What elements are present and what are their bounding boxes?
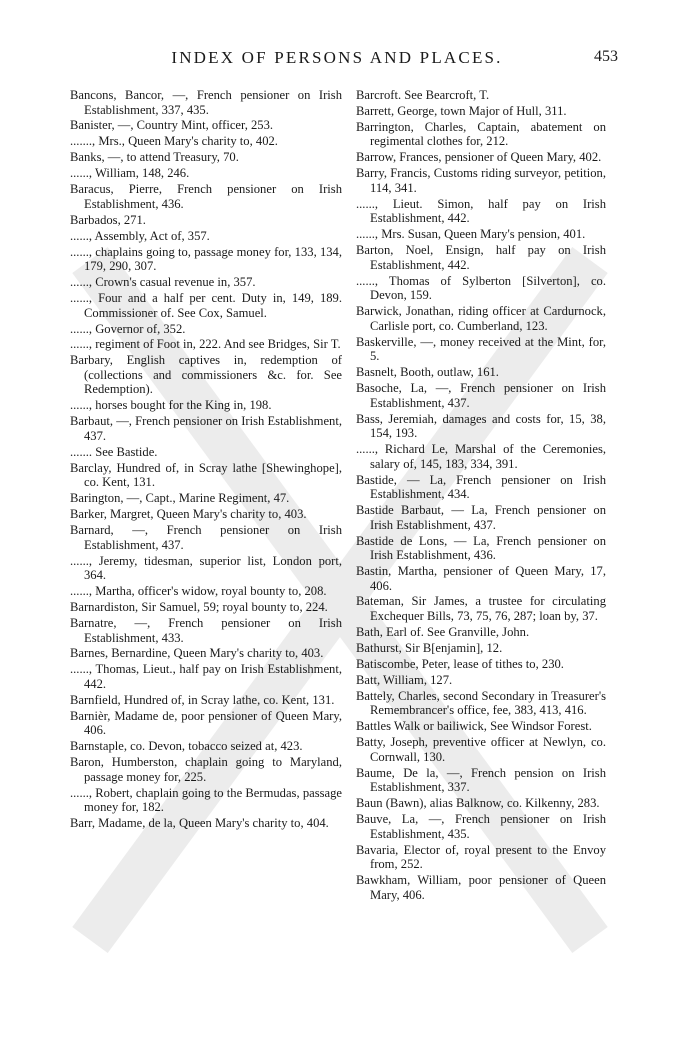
index-entry: ......, chaplains going to, passage money for, 133, 134, 179, 290, 307. <box>70 244 342 274</box>
index-entry: Barington, —, Capt., Marine Regiment, 47. <box>70 491 290 506</box>
index-entry: ......, Four and a half per cent. Duty in, 149, 189. Commissioner of. See Cox, Samuel. <box>70 291 342 320</box>
index-entry: Bastin, Martha, pensioner of Queen Mary, 17, 406. <box>356 563 606 593</box>
index-entry: Batiscombe, Peter, lease of tithes to, 230. <box>356 656 564 671</box>
index-entry: Bancons, Bancor, —, French pensioner on Irish Establishment, 337, 435. <box>70 88 342 117</box>
index-entry: ......, Assembly, Act of, 357. <box>70 228 210 243</box>
index-entry: ......, Thomas of Sylberton [Silverton], co. Devon, 159. <box>356 273 606 303</box>
index-entry: ......, Lieut. Simon, half pay on Irish Establishment, 442. <box>356 196 606 226</box>
index-entry: Barrington, Charles, Captain, abatement on regimental clothes for, 212. <box>356 119 606 149</box>
index-entry: Barker, Margret, Queen Mary's charity to, 403. <box>70 507 307 522</box>
index-entry: Barwick, Jonathan, riding officer at Cardurnock, Carlisle port, co. Cumberland, 123. <box>356 304 606 333</box>
index-entry: Basnelt, Booth, outlaw, 161. <box>356 365 499 380</box>
index-entry: Banister, —, Country Mint, officer, 253. <box>70 118 274 133</box>
index-entry: Barclay, Hundred of, in Scray lathe [Shewinghope], co. Kent, 131. <box>70 460 342 490</box>
index-entry: Banks, —, to attend Treasury, 70. <box>70 150 239 165</box>
index-entry: ......, Crown's casual revenue in, 357. <box>70 275 256 290</box>
index-column-right <box>356 88 606 903</box>
index-entry: Barnatre, —, French pensioner on Irish Establishment, 433. <box>70 615 342 645</box>
index-entry: Barnardiston, Sir Samuel, 59; royal bounty to, 224. <box>70 600 328 615</box>
index-entry: Battely, Charles, second Secondary in Treasurer's Remembrancer's office, fee, 383, 413, 416. <box>356 688 606 718</box>
index-entry: ....... See Bastide. <box>70 444 158 459</box>
index-entry: Bawkham, William, poor pensioner of Queen Mary, 406. <box>356 873 606 902</box>
index-entry: ......, horses bought for the King in, 198. <box>70 398 272 413</box>
index-entry: Battles Walk or bailiwick, See Windsor Forest. <box>356 719 592 734</box>
index-entry: Baume, De la, —, French pension on Irish Establishment, 337. <box>356 765 606 795</box>
index-entry: Bauve, La, —, French pensioner on Irish Establishment, 435. <box>356 812 606 841</box>
index-column-left <box>70 88 342 832</box>
index-entry: Barbary, English captives in, redemption of (collections and commissioners &c. for. See Redemption). <box>70 353 342 397</box>
index-entry: Baron, Humberston, chaplain going to Maryland, passage money for, 225. <box>70 755 342 784</box>
index-entry: Bavaria, Elector of, royal present to the Envoy from, 252. <box>356 842 606 872</box>
index-entry: Bastide de Lons, — La, French pensioner on Irish Establishment, 436. <box>356 533 606 563</box>
index-entry: ......, Richard Le, Marshal of the Ceremonies, salary of, 145, 183, 334, 391. <box>356 442 606 471</box>
index-entry: Bathurst, Sir B[enjamin], 12. <box>356 640 503 655</box>
index-entry: Baun (Bawn), alias Balknow, co. Kilkenny, 283. <box>356 796 600 811</box>
index-entry: Barbaut, —, French pensioner on Irish Establishment, 437. <box>70 414 342 443</box>
index-entry: ......, Martha, officer's widow, royal bounty to, 208. <box>70 584 327 599</box>
index-entry: ......, Mrs. Susan, Queen Mary's pension, 401. <box>356 227 586 242</box>
index-entry: Basoche, La, —, French pensioner on Irish Establishment, 437. <box>356 381 606 410</box>
index-entry: ......, Jeremy, tidesman, superior list, London port, 364. <box>70 553 342 583</box>
page-header <box>0 48 674 72</box>
index-entry: Baskerville, —, money received at the Mint, for, 5. <box>356 334 606 364</box>
index-entry: ......, Robert, chaplain going to the Bermudas, passage money for, 182. <box>70 785 342 815</box>
index-entry: Barr, Madame, de la, Queen Mary's charity to, 404. <box>70 816 329 831</box>
index-entry: Barnstaple, co. Devon, tobacco seized at, 423. <box>70 739 303 754</box>
index-entry: ......, regiment of Foot in, 222. And see Bridges, Sir T. <box>70 337 341 352</box>
index-entry: Barrett, George, town Major of Hull, 311. <box>356 103 567 118</box>
index-entry: Barcroft. See Bearcroft, T. <box>356 88 490 102</box>
index-entry: Barnard, —, French pensioner on Irish Establishment, 437. <box>70 523 342 552</box>
index-entry: Batty, Joseph, preventive officer at Newlyn, co. Cornwall, 130. <box>356 735 606 764</box>
page-number: 453 <box>594 48 618 65</box>
index-entry: Baracus, Pierre, French pensioner on Irish Establishment, 436. <box>70 182 342 211</box>
index-entry: ......, William, 148, 246. <box>70 166 190 181</box>
index-entry: Bastide, — La, French pensioner on Irish Establishment, 434. <box>356 472 606 502</box>
index-entry: Batt, William, 127. <box>356 672 453 687</box>
index-entry: ......., Mrs., Queen Mary's charity to, 402. <box>70 134 278 149</box>
index-entry: Bastide Barbaut, — La, French pensioner on Irish Establishment, 437. <box>356 503 606 532</box>
index-entry: Barton, Noel, Ensign, half pay on Irish Establishment, 442. <box>356 243 606 272</box>
index-entry: Barry, Francis, Customs riding surveyor, petition, 114, 341. <box>356 166 606 195</box>
page-title: INDEX OF PERSONS AND PLACES. <box>171 48 503 67</box>
index-entry: Bateman, Sir James, a trustee for circulating Exchequer Bills, 73, 75, 76, 287; loan by, 37. <box>356 594 606 624</box>
index-entry: Barnfield, Hundred of, in Scray lathe, co. Kent, 131. <box>70 692 335 707</box>
index-entry: Barbados, 271. <box>70 212 146 227</box>
index-entry: Bass, Jeremiah, damages and costs for, 15, 38, 154, 193. <box>356 411 606 441</box>
index-entry: ......, Governor of, 352. <box>70 321 186 336</box>
index-entry: Barnièr, Madame de, poor pensioner of Queen Mary, 406. <box>70 708 342 738</box>
index-entry: ......, Thomas, Lieut., half pay on Irish Establishment, 442. <box>70 662 342 691</box>
index-entry: Barrow, Frances, pensioner of Queen Mary, 402. <box>356 150 602 165</box>
index-entry: Barnes, Bernardine, Queen Mary's charity to, 403. <box>70 646 324 661</box>
index-entry: Bath, Earl of. See Granville, John. <box>356 624 530 639</box>
